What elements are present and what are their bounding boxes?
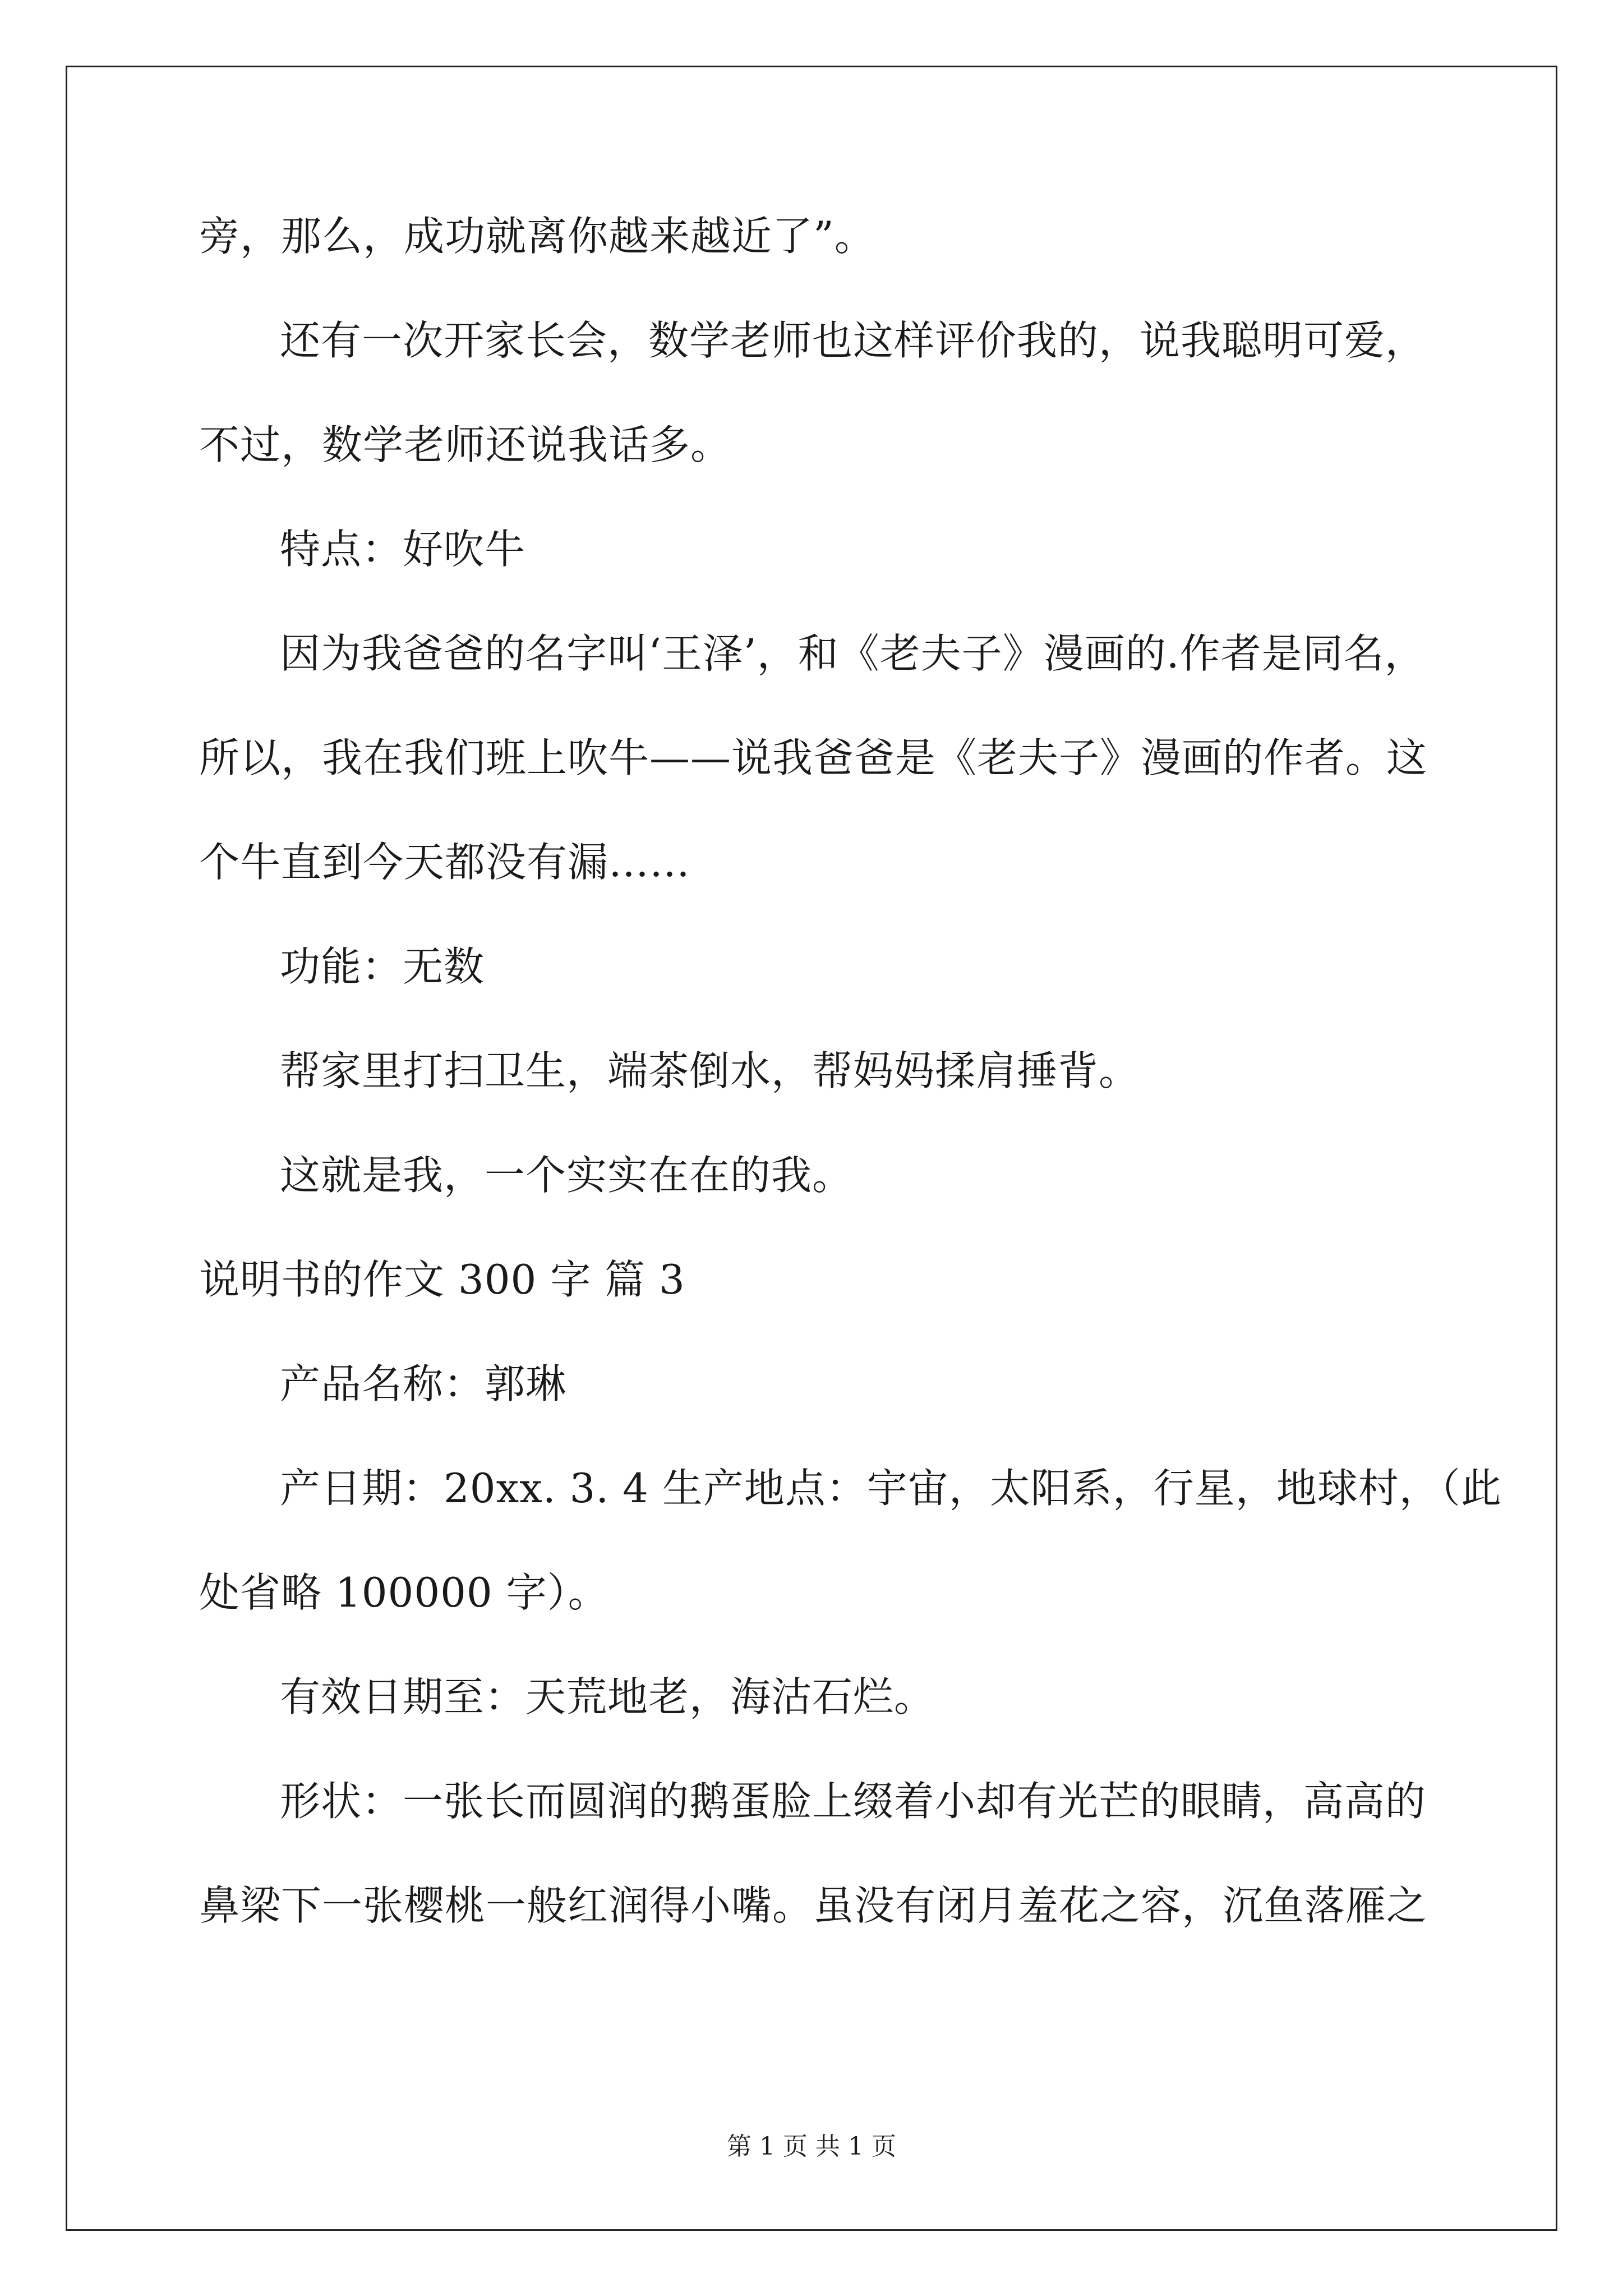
text-line: 这就是我，一个实实在在的我。 (280, 1152, 854, 1199)
text-line: 因为我爸爸的名字叫‘王泽’，和《老夫子》漫画的.作者是同名， (280, 630, 1426, 677)
text-line: 产日期：20xx. 3. 4 生产地点：宇宙，太阳系，行星，地球村，（此 (280, 1465, 1502, 1512)
text-line: 有效日期至：天荒地老，海沽石烂。 (280, 1673, 935, 1720)
text-line: 特点：好吹牛 (280, 526, 526, 573)
text-line: 个牛直到今天都没有漏…… (199, 839, 691, 886)
text-line: 产品名称：郭琳 (280, 1360, 567, 1407)
text-line: 不过，数学老师还说我话多。 (199, 421, 732, 468)
text-line: 所以，我在我们班上吹牛——说我爸爸是《老夫子》漫画的作者。这 (199, 734, 1428, 781)
text-line: 形状：一张长而圆润的鹅蛋脸上缀着小却有光芒的眼睛，高高的 (280, 1778, 1427, 1825)
section-heading: 说明书的作文 300 字 篇 3 (199, 1256, 685, 1303)
text-line: 还有一次开家长会，数学老师也这样评价我的，说我聪明可爱， (280, 317, 1427, 364)
text-line: 帮家里打扫卫生，端茶倒水，帮妈妈揉肩捶背。 (280, 1047, 1140, 1094)
text-line: 鼻梁下一张樱桃一般红润得小嘴。虽没有闭月羞花之容，沉鱼落雁之 (199, 1882, 1428, 1929)
page-number-footer: 第 1 页 共 1 页 (727, 2132, 896, 2161)
text-line: 旁，那么，成功就离你越来越近了”。 (199, 213, 875, 260)
text-line: 功能：无数 (280, 943, 485, 990)
text-line: 处省略 100000 字）。 (199, 1569, 609, 1616)
